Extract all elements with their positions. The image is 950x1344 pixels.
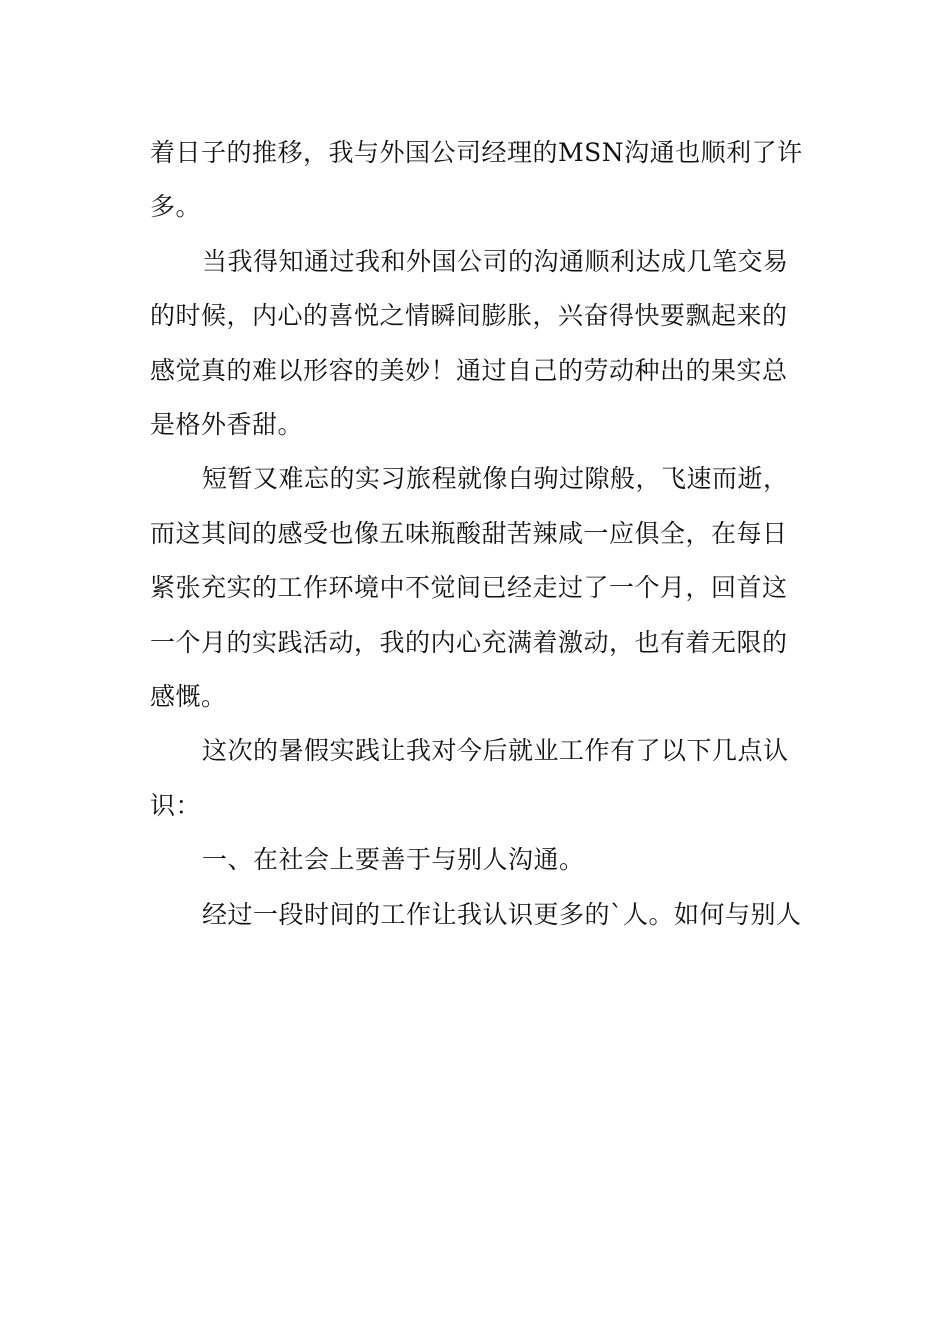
text-line: 这次的暑假实践让我对今后就业工作有了以下几点认: [202, 736, 789, 766]
paragraph-5: [150, 833, 810, 887]
text-line: 感慨。: [150, 682, 227, 712]
text-line: 当我得知通过我和外国公司的沟通顺利达成几笔交易: [202, 246, 789, 276]
text-line: 一、在社会上要善于与别人沟通。: [202, 845, 585, 875]
paragraph-4: [150, 724, 810, 833]
paragraph-1: [150, 126, 810, 235]
text-line: 的时候，内心的喜悦之情瞬间膨胀，兴奋得快要飘起来的: [150, 301, 788, 331]
text-line: 一个月的实践活动，我的内心充满着激动，也有着无限的: [150, 627, 788, 657]
paragraph-3: [150, 452, 810, 724]
paragraph-2: [150, 235, 810, 453]
text-line: 着日子的推移，我与外国公司经理的MSN沟通也顺利了许: [150, 138, 803, 167]
text-line: 识：: [150, 790, 202, 820]
text-line: 紧张充实的工作环境中不觉间已经走过了一个月，回首这: [150, 573, 788, 603]
text-line: 是格外香甜。: [150, 410, 304, 440]
text-line: 短暂又难忘的实习旅程就像白驹过隙般，飞速而逝，: [202, 464, 789, 494]
document-page: [150, 126, 810, 942]
text-line: 而这其间的感受也像五味瓶酸甜苦辣咸一应俱全，在每日: [150, 518, 788, 548]
text-line: 经过一段时间的工作让我认识更多的`人。如何与别人: [202, 899, 802, 929]
text-line: 感觉真的难以形容的美妙！通过自己的劳动种出的果实总: [150, 355, 788, 385]
text-line: 多。: [150, 192, 202, 222]
paragraph-6: [150, 888, 810, 942]
